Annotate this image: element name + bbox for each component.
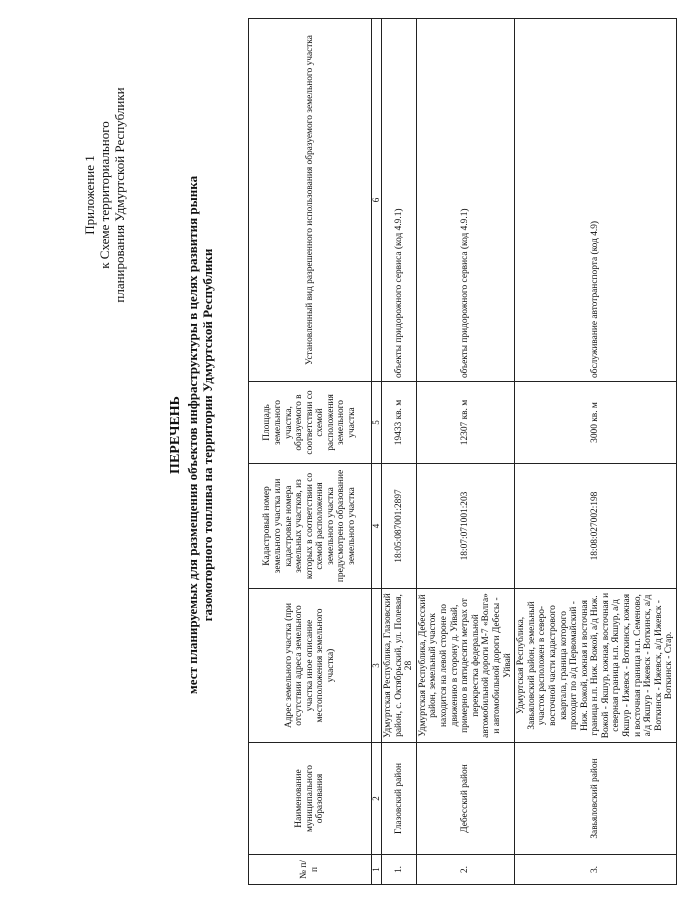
row-address: Удмуртская Республика, Дебесский район, земельный участок находится на левой стороне по движению в сторону д. Уйвай, примерно в пятидесяти метрах от перекрестка федеральной автомобильной дороги М-7 «Волга» и автомобильной дороги Дебесы - Уйвай	[416, 589, 514, 743]
row-municipality: Дебесский район	[416, 743, 514, 855]
row-cadastral: 18:08:027002:198	[515, 464, 677, 589]
row-number: 3.	[515, 855, 677, 885]
header-use: Установленный вид разрешенного использования образуемого земельного участка	[249, 19, 372, 382]
table-row	[382, 19, 417, 885]
title-line-2: газомоторного топлива на территории Удмуртской Республики	[200, 248, 215, 622]
appendix-line-2: к Схеме территориального	[97, 121, 112, 269]
row-area: 12307 кв. м	[416, 382, 514, 464]
header-area: Площадь земельного участка, образуемого в соответствии со схемой расположения земельного участка	[249, 382, 372, 464]
appendix-line-3: планирования Удмуртской Республики	[112, 87, 127, 303]
row-number: 2.	[416, 855, 514, 885]
table-row	[416, 19, 514, 885]
column-number: 1	[372, 855, 382, 885]
header-address: Адрес земельного участка (при отсутствии адреса земельного участка иное описание местоположения земельного участка)	[249, 589, 372, 743]
column-number-row	[372, 19, 382, 885]
row-address: Удмуртская Республика, Завьяловский район, земельный участок расположен в северо-восточной части кадастрового квартала, граница которого проходит по а/д Первомайский - Ниж. Вожой, южная и восточная граница н.п. Ниж. Вожой, а/д Ниж. Вожой - Якшур, южная, восточная и северная граница н.п. Якшур, а/д Якшур - Ижевск - Воткинск, южная и восточная граница н.п. Семеново, а/д Якшур - Ижевск - Воткинск, а/д Воткинск - Ижевск, а/д Ижевск - Воткинск - Стар.	[515, 589, 677, 743]
header-number: № п/п	[249, 855, 372, 885]
row-cadastral: 18:07:071001:203	[416, 464, 514, 589]
column-number: 6	[372, 19, 382, 382]
table-header-row	[249, 19, 372, 885]
header-cadastral: Кадастровый номер земельного участка или кадастровые номера земельных участков, из которых в соответствии со схемой расположения земельного участка предусмотрено образование земельного участка	[249, 464, 372, 589]
row-cadastral: 18:05:087001:2897	[382, 464, 417, 589]
column-number: 2	[372, 743, 382, 855]
title-line-1: мест планируемых для размещения объектов инфраструктуры в целях развития рынка	[185, 175, 200, 695]
row-municipality: Завьяловский район	[515, 743, 677, 855]
row-area: 3000 кв. м	[515, 382, 677, 464]
title-main: ПЕРЕЧЕНЬ	[168, 396, 183, 474]
header-municipality: Наименование муниципального образования	[249, 743, 372, 855]
appendix-line-1: Приложение 1	[82, 155, 97, 235]
row-municipality: Глазовский район	[382, 743, 417, 855]
table-row	[515, 19, 677, 885]
row-use: объекты придорожного сервиса (код 4.9.1)	[382, 19, 417, 382]
column-number: 5	[372, 382, 382, 464]
row-use: обслуживание автотранспорта (код 4.9)	[515, 19, 677, 382]
column-number: 3	[372, 589, 382, 743]
row-area: 19433 кв. м	[382, 382, 417, 464]
sites-table	[248, 18, 677, 885]
appendix-note	[82, 65, 127, 325]
document-title	[168, 85, 215, 785]
row-address: Удмуртская Республика, Глазовский район, с. Октябрьский, ул. Полевая, 28	[382, 589, 417, 743]
row-use: объекты придорожного сервиса (код 4.9.1)	[416, 19, 514, 382]
column-number: 4	[372, 464, 382, 589]
row-number: 1.	[382, 855, 417, 885]
